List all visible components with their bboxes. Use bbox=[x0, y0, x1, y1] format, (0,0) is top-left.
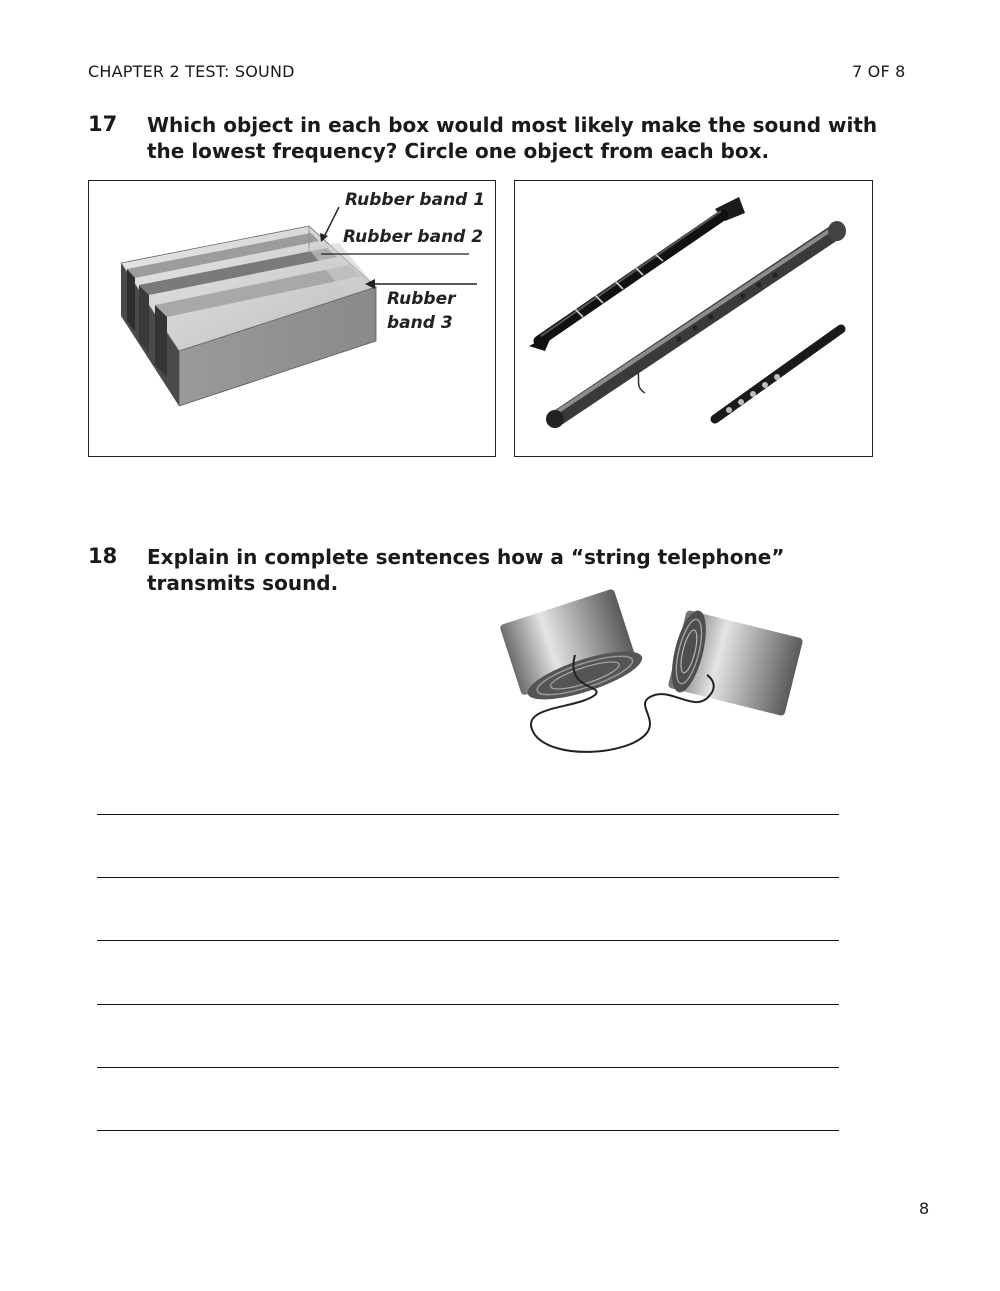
question-18-number: 18 bbox=[88, 544, 118, 568]
rubber-band-3-label-line-2: band 3 bbox=[387, 313, 453, 333]
rubber-band-1-label: Rubber band 1 bbox=[345, 190, 486, 210]
instruments-illustration bbox=[515, 181, 872, 456]
bassoon-image[interactable] bbox=[546, 221, 846, 428]
rubber-band-3-label-line-1: Rubber bbox=[387, 289, 456, 309]
answer-line-2[interactable] bbox=[97, 877, 839, 878]
instruments-panel[interactable] bbox=[514, 180, 873, 457]
question-18-line-2: transmits sound. bbox=[147, 571, 339, 595]
string-telephone-illustration bbox=[495, 585, 835, 760]
piccolo-image[interactable] bbox=[715, 329, 841, 419]
question-17-line-2: the lowest frequency? Circle one object from each box. bbox=[147, 139, 770, 163]
answer-line-1[interactable] bbox=[97, 814, 839, 815]
rubber-band-2-label: Rubber band 2 bbox=[343, 227, 484, 247]
answer-line-6[interactable] bbox=[97, 1130, 839, 1131]
page-of-indicator: 7 OF 8 bbox=[852, 62, 906, 81]
question-17-line-1: Which object in each box would most likely make the sound with bbox=[147, 113, 878, 137]
rubber-band-3-label bbox=[387, 287, 456, 335]
question-17-number: 17 bbox=[88, 112, 118, 136]
answer-line-3[interactable] bbox=[97, 940, 839, 941]
clarinet-image[interactable] bbox=[529, 197, 745, 351]
question-18-line-1: Explain in complete sentences how a “string telephone” bbox=[147, 545, 785, 569]
answer-line-4[interactable] bbox=[97, 1004, 839, 1005]
page-number: 8 bbox=[919, 1199, 930, 1218]
question-17-text bbox=[147, 112, 907, 164]
answer-line-5[interactable] bbox=[97, 1067, 839, 1068]
rubber-band-box-panel[interactable] bbox=[88, 180, 496, 457]
chapter-title: CHAPTER 2 TEST: SOUND bbox=[88, 62, 295, 81]
